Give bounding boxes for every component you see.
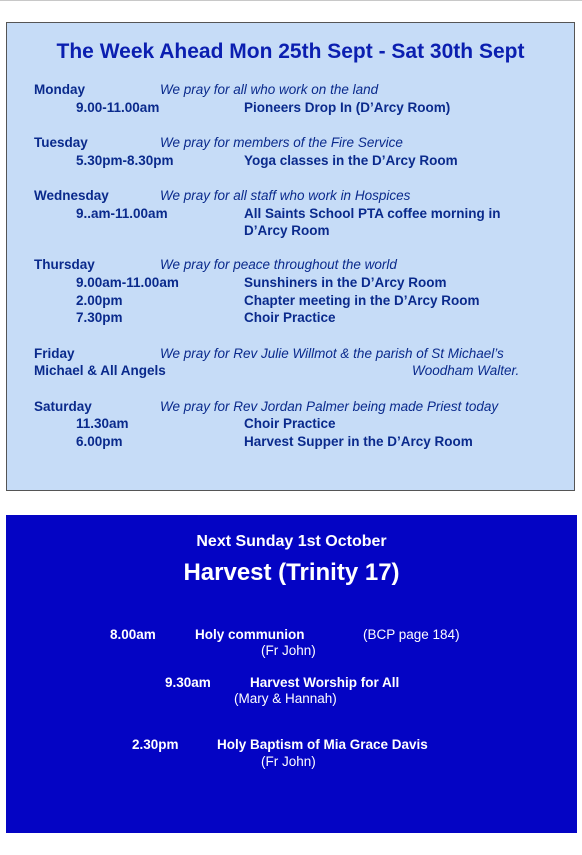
day-wednesday: Wednesday [34,188,109,203]
service-time: 9.30am [165,675,211,690]
service-name: Harvest Worship for All [250,675,400,690]
event-name: Sunshiners in the D’Arcy Room [244,275,447,290]
next-sunday-date: Next Sunday 1st October [196,533,387,550]
service-time: 8.00am [110,627,156,642]
service-leader: (Fr John) [261,754,316,769]
service-time: 2.30pm [132,737,179,752]
day-tuesday: Tuesday [34,135,88,150]
event-time: 9.00-11.00am [76,100,160,115]
event-name: All Saints School PTA coffee morning in [244,206,501,221]
prayer-saturday: We pray for Rev Jordan Palmer being made Priest today [160,399,499,414]
event-name-continued: D’Arcy Room [244,223,330,238]
next-sunday-panel [6,515,577,833]
week-ahead-title: The Week Ahead Mon 25th Sept - Sat 30th Sept [56,40,525,63]
prayer-tuesday: We pray for members of the Fire Service [160,135,403,150]
week-ahead-panel [6,22,575,491]
prayer-monday: We pray for all who work on the land [160,82,379,97]
event-time: 9.00am-11.00am [76,275,179,290]
prayer-friday: We pray for Rev Julie Willmot & the parish of St Michael’s [160,346,504,361]
event-time: 2.00pm [76,293,123,308]
event-name: Choir Practice [244,310,336,325]
friday-parish-name: Michael & All Angels [34,363,166,378]
service-leader: (Fr John) [261,643,316,658]
event-time: 7.30pm [76,310,123,325]
day-saturday: Saturday [34,399,92,414]
sunday-title: Harvest (Trinity 17) [183,559,400,586]
prayer-thursday: We pray for peace throughout the world [160,257,397,272]
service-note: (BCP page 184) [363,627,460,642]
prayer-wednesday: We pray for all staff who work in Hospices [160,188,411,203]
event-name: Pioneers Drop In (D’Arcy Room) [244,100,451,115]
event-time: 6.00pm [76,434,123,449]
event-time: 9..am-11.00am [76,206,168,221]
event-name: Choir Practice [244,416,336,431]
event-name: Chapter meeting in the D’Arcy Room [244,293,480,308]
service-leader: (Mary & Hannah) [234,691,337,706]
top-divider [0,0,582,1]
friday-parish-location: Woodham Walter. [412,363,520,378]
day-thursday: Thursday [34,257,95,272]
service-name: Holy Baptism of Mia Grace Davis [217,737,428,752]
event-time: 5.30pm-8.30pm [76,153,174,168]
day-friday: Friday [34,346,75,361]
service-name: Holy communion [195,627,305,642]
event-time: 11.30am [76,416,129,431]
event-name: Yoga classes in the D’Arcy Room [244,153,458,168]
event-name: Harvest Supper in the D’Arcy Room [244,434,473,449]
day-monday: Monday [34,82,86,97]
